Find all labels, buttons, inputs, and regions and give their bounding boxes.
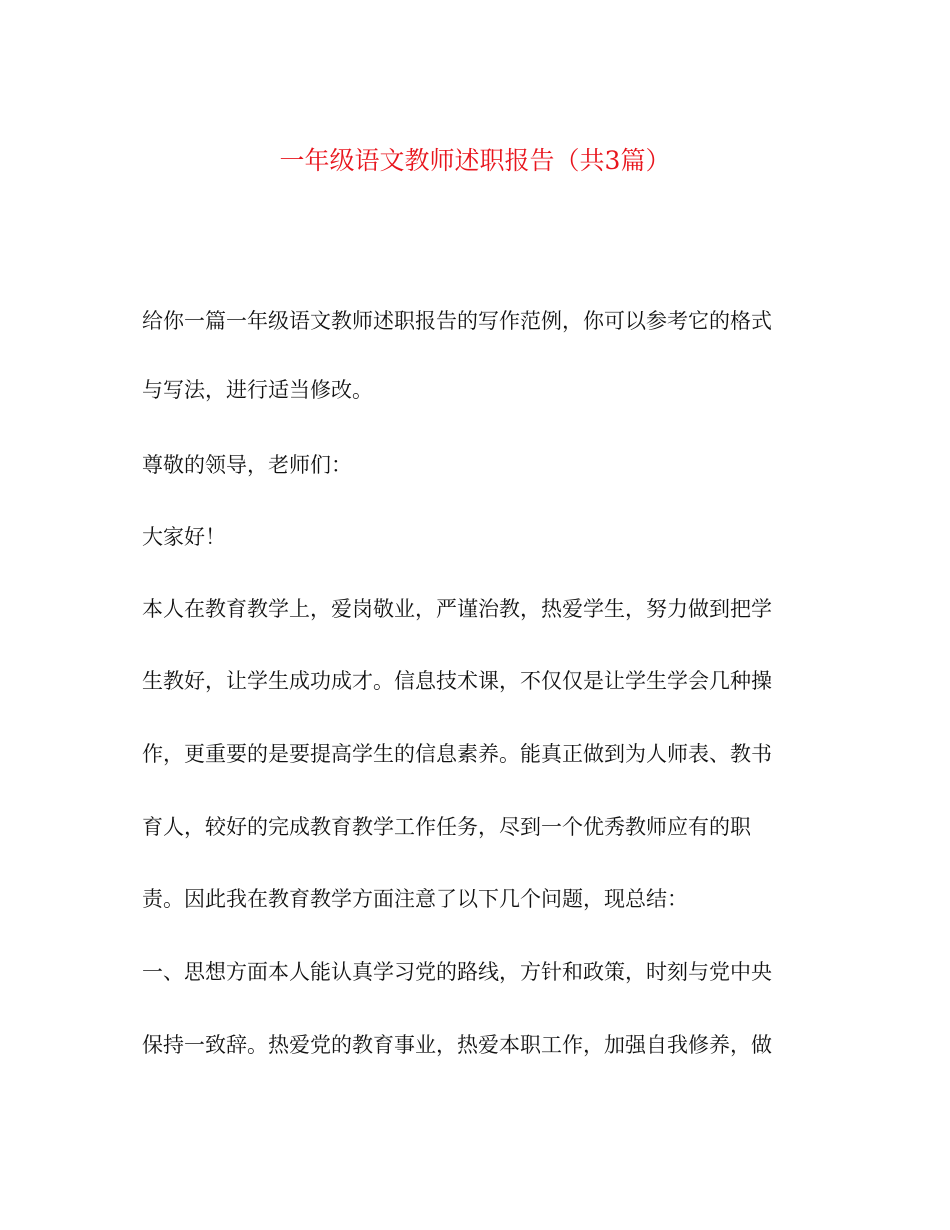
greeting-line: 大家好！ (142, 525, 226, 549)
body-line-4: 育人，较好的完成教育教学工作任务，尽到一个优秀教师应有的职 (142, 815, 751, 839)
body-line-1: 本人在教育教学上，爱岗敬业，严谨治教，热爱学生，努力做到把学 (142, 597, 772, 621)
intro-line-1: 给你一篇一年级语文教师述职报告的写作范例，你可以参考它的格式 (142, 309, 772, 333)
intro-line-2: 与写法，进行适当修改。 (142, 378, 373, 402)
salutation-line: 尊敬的领导，老师们： (142, 453, 352, 477)
document-title: 一年级语文教师述职报告（共3篇） (279, 146, 671, 175)
body-line-5: 责。因此我在教育教学方面注意了以下几个问题，现总结： (142, 887, 688, 911)
section-1-line-1: 一、思想方面本人能认真学习党的路线，方针和政策，时刻与党中央 (142, 960, 772, 984)
section-1-line-2: 保持一致辞。热爱党的教育事业，热爱本职工作，加强自我修养，做 (142, 1033, 772, 1057)
body-line-3: 作，更重要的是要提高学生的信息素养。能真正做到为人师表、教书 (142, 742, 772, 766)
body-line-2: 生教好，让学生成功成才。信息技术课，不仅仅是让学生学会几种操 (142, 669, 772, 693)
